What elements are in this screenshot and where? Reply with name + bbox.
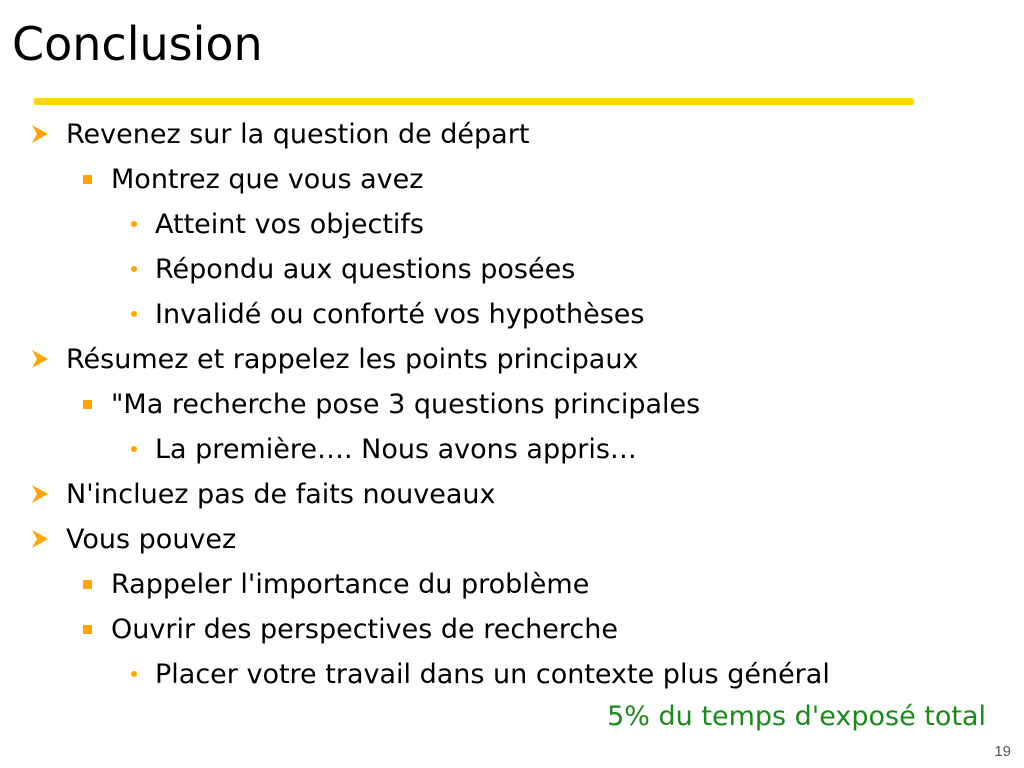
arrowhead-icon — [30, 472, 52, 517]
bullet-item — [0, 517, 1024, 562]
bullet-item — [0, 562, 1024, 607]
bullet-text: N'incluez pas de faits nouveaux — [66, 479, 496, 510]
bullet-text: Revenez sur la question de départ — [66, 119, 530, 150]
bullet-text: Montrez que vous avez — [111, 164, 424, 195]
bullet-list — [0, 112, 1024, 697]
bullet-text: Vous pouvez — [66, 524, 237, 555]
bullet-item — [0, 472, 1024, 517]
bullet-item — [0, 157, 1024, 202]
dot-bullet-icon — [131, 446, 137, 452]
bullet-item — [0, 112, 1024, 157]
dot-bullet-icon — [131, 266, 137, 272]
bullet-item — [0, 337, 1024, 382]
bullet-text: "Ma recherche pose 3 questions principales — [111, 389, 701, 420]
dot-bullet-icon — [131, 221, 137, 227]
square-bullet-icon — [83, 175, 92, 184]
square-bullet-icon — [83, 580, 92, 589]
bullet-item — [0, 202, 1024, 247]
bullet-item — [0, 652, 1024, 697]
page-number: 19 — [994, 743, 1011, 760]
bullet-item — [0, 247, 1024, 292]
bullet-text: Répondu aux questions posées — [155, 254, 576, 285]
bullet-text: Ouvrir des perspectives de recherche — [111, 614, 618, 645]
bullet-item — [0, 427, 1024, 472]
bullet-item — [0, 292, 1024, 337]
bullet-text: Placer votre travail dans un contexte plus général — [155, 659, 830, 690]
square-bullet-icon — [83, 625, 92, 634]
arrowhead-icon — [30, 112, 52, 157]
title-underline-rule — [34, 98, 914, 105]
bullet-text: Atteint vos objectifs — [155, 209, 424, 240]
bullet-item — [0, 382, 1024, 427]
time-share-note: 5% du temps d'exposé total — [607, 701, 986, 732]
bullet-item — [0, 607, 1024, 652]
dot-bullet-icon — [131, 671, 137, 677]
bullet-text: Rappeler l'importance du problème — [111, 569, 590, 600]
bullet-text: La première…. Nous avons appris… — [155, 434, 637, 465]
slide-title: Conclusion — [12, 17, 263, 71]
arrowhead-icon — [30, 337, 52, 382]
arrowhead-icon — [30, 517, 52, 562]
bullet-text: Invalidé ou conforté vos hypothèses — [155, 299, 645, 330]
dot-bullet-icon — [131, 311, 137, 317]
square-bullet-icon — [83, 400, 92, 409]
bullet-text: Résumez et rappelez les points principaux — [66, 344, 639, 375]
